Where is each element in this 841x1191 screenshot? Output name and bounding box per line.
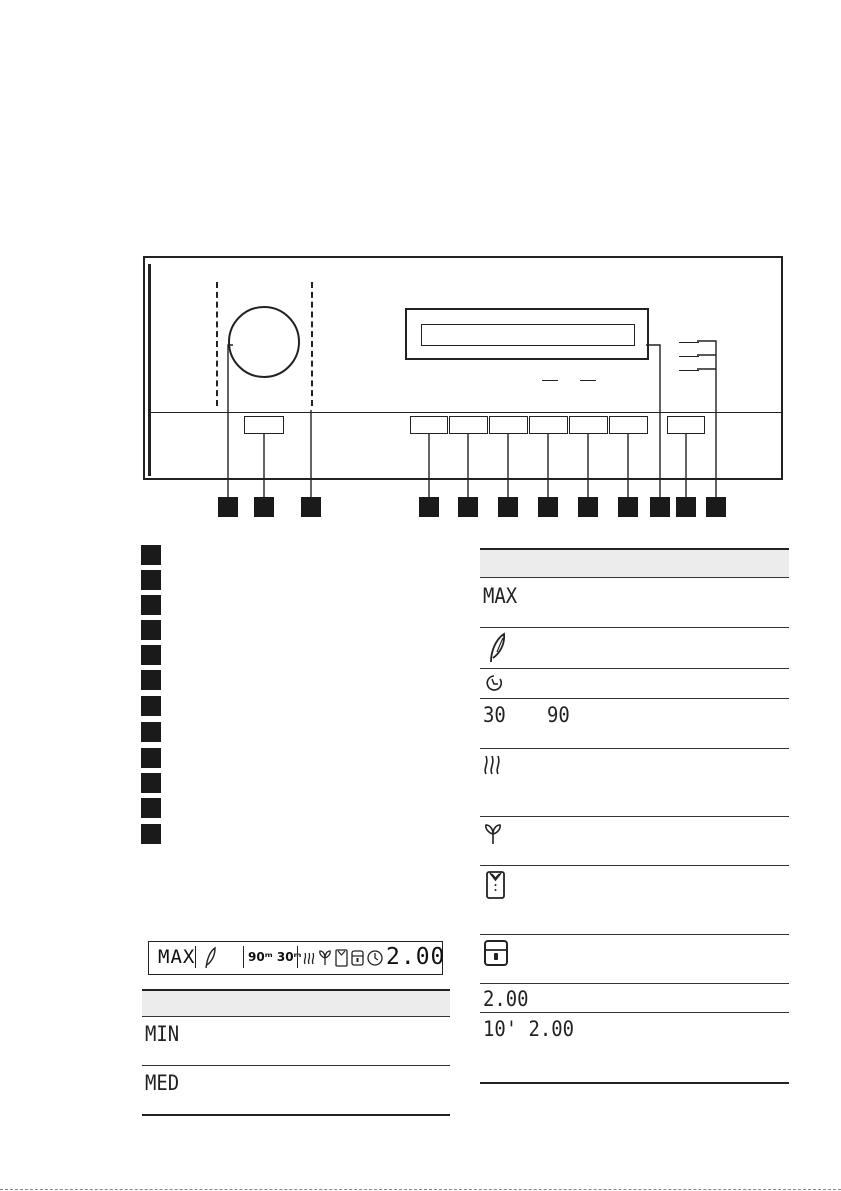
shirt-icon bbox=[485, 870, 507, 900]
heat-icon bbox=[302, 950, 316, 966]
key-marker bbox=[141, 570, 161, 590]
key-marker bbox=[141, 620, 161, 640]
strip-sep bbox=[243, 946, 244, 968]
callout-marker bbox=[419, 497, 439, 517]
strip-time: 2.00 bbox=[386, 944, 446, 970]
callout-marker bbox=[458, 497, 478, 517]
table-rule bbox=[480, 1082, 789, 1084]
symbol-time: 2.00 bbox=[483, 987, 529, 1011]
callout-marker bbox=[618, 497, 638, 517]
feather-icon bbox=[487, 632, 509, 664]
callout-leaders bbox=[0, 0, 841, 520]
table-rule bbox=[480, 748, 789, 749]
key-marker bbox=[141, 798, 161, 818]
key-marker bbox=[141, 645, 161, 665]
table-rule bbox=[142, 1016, 450, 1017]
symbol-min: MIN bbox=[145, 1022, 180, 1046]
key-marker bbox=[141, 595, 161, 615]
table-rule bbox=[480, 983, 789, 984]
callout-marker bbox=[301, 497, 321, 517]
fan-icon bbox=[318, 949, 332, 967]
strip-sep bbox=[297, 946, 298, 968]
page-bottom-rule bbox=[0, 1189, 841, 1190]
left-table-header bbox=[142, 990, 450, 1016]
symbol-delay-time: 10' 2.00 bbox=[483, 1017, 575, 1041]
table-rule bbox=[142, 1065, 450, 1066]
callout-marker bbox=[254, 497, 274, 517]
symbol-max: MAX bbox=[483, 584, 518, 608]
table-rule bbox=[142, 1114, 450, 1116]
key-marker bbox=[141, 670, 161, 690]
symbol-30: 30 bbox=[483, 703, 506, 727]
key-marker bbox=[141, 722, 161, 742]
callout-marker bbox=[218, 497, 238, 517]
strip-sep bbox=[195, 946, 196, 968]
timer-icon bbox=[484, 673, 504, 693]
callout-marker bbox=[650, 497, 670, 517]
symbol-90: 90 bbox=[547, 703, 570, 727]
table-rule bbox=[480, 816, 789, 817]
table-rule bbox=[142, 989, 450, 991]
lock-icon bbox=[483, 939, 509, 967]
symbol-med: MED bbox=[145, 1071, 180, 1095]
table-rule bbox=[480, 934, 789, 935]
callout-marker bbox=[676, 497, 696, 517]
callout-marker bbox=[578, 497, 598, 517]
right-table-header bbox=[480, 549, 789, 577]
callout-marker bbox=[538, 497, 558, 517]
clock-icon bbox=[366, 949, 384, 967]
table-rule bbox=[480, 627, 789, 628]
shirt-icon bbox=[335, 949, 348, 967]
table-rule bbox=[480, 668, 789, 669]
key-marker bbox=[141, 696, 161, 716]
callout-marker bbox=[498, 497, 518, 517]
key-marker bbox=[141, 773, 161, 793]
callout-marker bbox=[706, 497, 726, 517]
key-marker bbox=[141, 824, 161, 844]
table-rule bbox=[480, 548, 789, 550]
key-marker bbox=[141, 545, 161, 565]
feather-icon bbox=[203, 946, 217, 970]
strip-pre-times: 90ᵐ 30ᵐ bbox=[248, 950, 302, 964]
table-rule bbox=[480, 1012, 789, 1013]
strip-max: MAX bbox=[158, 946, 196, 968]
table-rule bbox=[480, 577, 789, 578]
table-rule bbox=[480, 865, 789, 866]
display-strip bbox=[148, 941, 446, 975]
fan-icon bbox=[483, 822, 503, 846]
heat-icon bbox=[483, 752, 503, 776]
key-marker bbox=[141, 748, 161, 768]
lock-icon bbox=[351, 950, 364, 966]
table-rule bbox=[480, 698, 789, 699]
